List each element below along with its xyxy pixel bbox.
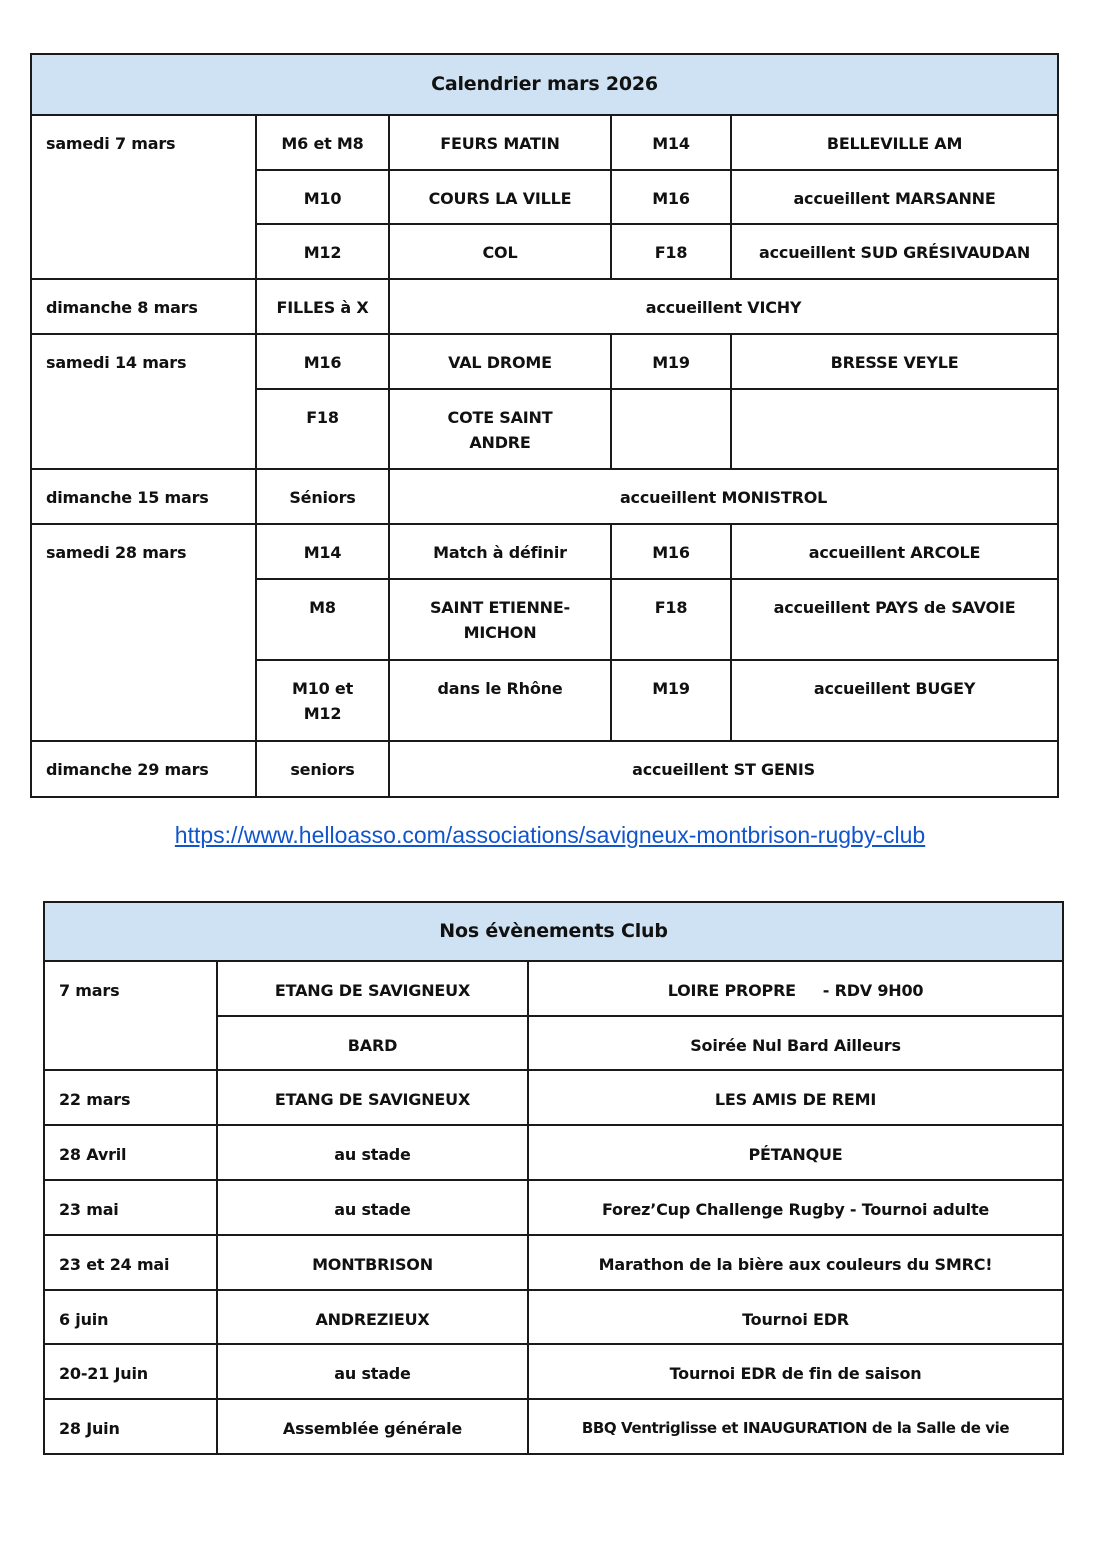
team-cell: M6 et M8 — [256, 115, 389, 170]
event-place: Assemblée générale — [217, 1399, 528, 1454]
calendar-title: Calendrier mars 2026 — [31, 54, 1058, 115]
event-place: MONTBRISON — [217, 1235, 528, 1290]
opponent-cell: accueillent SUD GRÉSIVAUDAN — [731, 224, 1058, 279]
team-cell: M16 — [611, 524, 731, 579]
event-place: au stade — [217, 1344, 528, 1399]
date-cell: samedi 14 mars — [31, 334, 256, 469]
event-cell: accueillent ST GENIS — [389, 741, 1058, 797]
opponent-cell: accueillent PAYS de SAVOIE — [731, 579, 1058, 660]
event-place: ANDREZIEUX — [217, 1290, 528, 1344]
event-name: Marathon de la bière aux couleurs du SMRC! — [528, 1235, 1063, 1290]
opponent-cell: Match à définir — [389, 524, 611, 579]
event-date: 7 mars — [44, 961, 217, 1070]
team-cell: F18 — [611, 224, 731, 279]
event-cell: accueillent VICHY — [389, 279, 1058, 334]
event-date: 23 mai — [44, 1180, 217, 1235]
team-cell: M14 — [611, 115, 731, 170]
table-row — [44, 1235, 1063, 1290]
team-cell: M8 — [256, 579, 389, 660]
date-cell: samedi 7 mars — [31, 115, 256, 279]
team-cell: M16 — [256, 334, 389, 389]
event-date: 20-21 Juin — [44, 1344, 217, 1399]
table-row — [44, 1070, 1063, 1125]
table-row — [44, 1290, 1063, 1344]
team-cell: M12 — [256, 224, 389, 279]
table-row — [44, 961, 1063, 1016]
event-name: Soirée Nul Bard Ailleurs — [528, 1016, 1063, 1070]
events-title: Nos évènements Club — [44, 902, 1063, 961]
team-cell: M10 — [256, 170, 389, 224]
event-name: Tournoi EDR — [528, 1290, 1063, 1344]
opponent-cell: VAL DROME — [389, 334, 611, 389]
opponent-cell: FEURS MATIN — [389, 115, 611, 170]
event-name: LES AMIS DE REMI — [528, 1070, 1063, 1125]
table-row — [31, 741, 1058, 797]
helloasso-link[interactable]: https://www.helloasso.com/associations/savigneux-montbrison-rugby-club — [174, 822, 926, 848]
event-date: 6 juin — [44, 1290, 217, 1344]
team-cell: seniors — [256, 741, 389, 797]
team-cell: FILLES à X — [256, 279, 389, 334]
opponent-cell: accueillent MARSANNE — [731, 170, 1058, 224]
opponent-cell: BRESSE VEYLE — [731, 334, 1058, 389]
event-cell: accueillent MONISTROL — [389, 469, 1058, 524]
event-name: Tournoi EDR de fin de saison — [528, 1344, 1063, 1399]
event-date: 28 Avril — [44, 1125, 217, 1180]
event-date: 22 mars — [44, 1070, 217, 1125]
opponent-cell: COTE SAINT ANDRE — [389, 389, 611, 469]
team-cell: M16 — [611, 170, 731, 224]
event-name: PÉTANQUE — [528, 1125, 1063, 1180]
table-row — [31, 334, 1058, 389]
calendar-table — [30, 53, 1059, 798]
events-table — [43, 901, 1064, 1455]
team-cell: M19 — [611, 334, 731, 389]
opponent-cell: BELLEVILLE AM — [731, 115, 1058, 170]
date-cell: dimanche 8 mars — [31, 279, 256, 334]
team-cell: M19 — [611, 660, 731, 741]
team-cell: F18 — [611, 579, 731, 660]
team-cell — [611, 389, 731, 469]
opponent-cell: accueillent BUGEY — [731, 660, 1058, 741]
table-row — [31, 524, 1058, 579]
opponent-cell: SAINT ETIENNE-MICHON — [389, 579, 611, 660]
table-row — [44, 1399, 1063, 1454]
team-cell: Séniors — [256, 469, 389, 524]
opponent-cell: COL — [389, 224, 611, 279]
opponent-cell — [731, 389, 1058, 469]
table-row — [31, 469, 1058, 524]
event-place: au stade — [217, 1125, 528, 1180]
event-date: 28 Juin — [44, 1399, 217, 1454]
event-name: Forez’Cup Challenge Rugby - Tournoi adulte — [528, 1180, 1063, 1235]
event-place: ETANG DE SAVIGNEUX — [217, 961, 528, 1016]
event-date: 23 et 24 mai — [44, 1235, 217, 1290]
date-cell: dimanche 15 mars — [31, 469, 256, 524]
event-place: BARD — [217, 1016, 528, 1070]
table-row — [31, 279, 1058, 334]
date-cell: samedi 28 mars — [31, 524, 256, 741]
table-row — [44, 1180, 1063, 1235]
event-name: BBQ Ventriglisse et INAUGURATION de la Salle de vie — [528, 1399, 1063, 1454]
team-cell: M14 — [256, 524, 389, 579]
table-row — [31, 115, 1058, 170]
table-row — [44, 1344, 1063, 1399]
table-row — [44, 1125, 1063, 1180]
opponent-cell: accueillent ARCOLE — [731, 524, 1058, 579]
event-place: au stade — [217, 1180, 528, 1235]
opponent-cell: dans le Rhône — [389, 660, 611, 741]
opponent-cell: COURS LA VILLE — [389, 170, 611, 224]
team-cell: F18 — [256, 389, 389, 469]
event-name: LOIRE PROPRE - RDV 9H00 — [528, 961, 1063, 1016]
date-cell: dimanche 29 mars — [31, 741, 256, 797]
event-place: ETANG DE SAVIGNEUX — [217, 1070, 528, 1125]
team-cell: M10 et M12 — [256, 660, 389, 741]
